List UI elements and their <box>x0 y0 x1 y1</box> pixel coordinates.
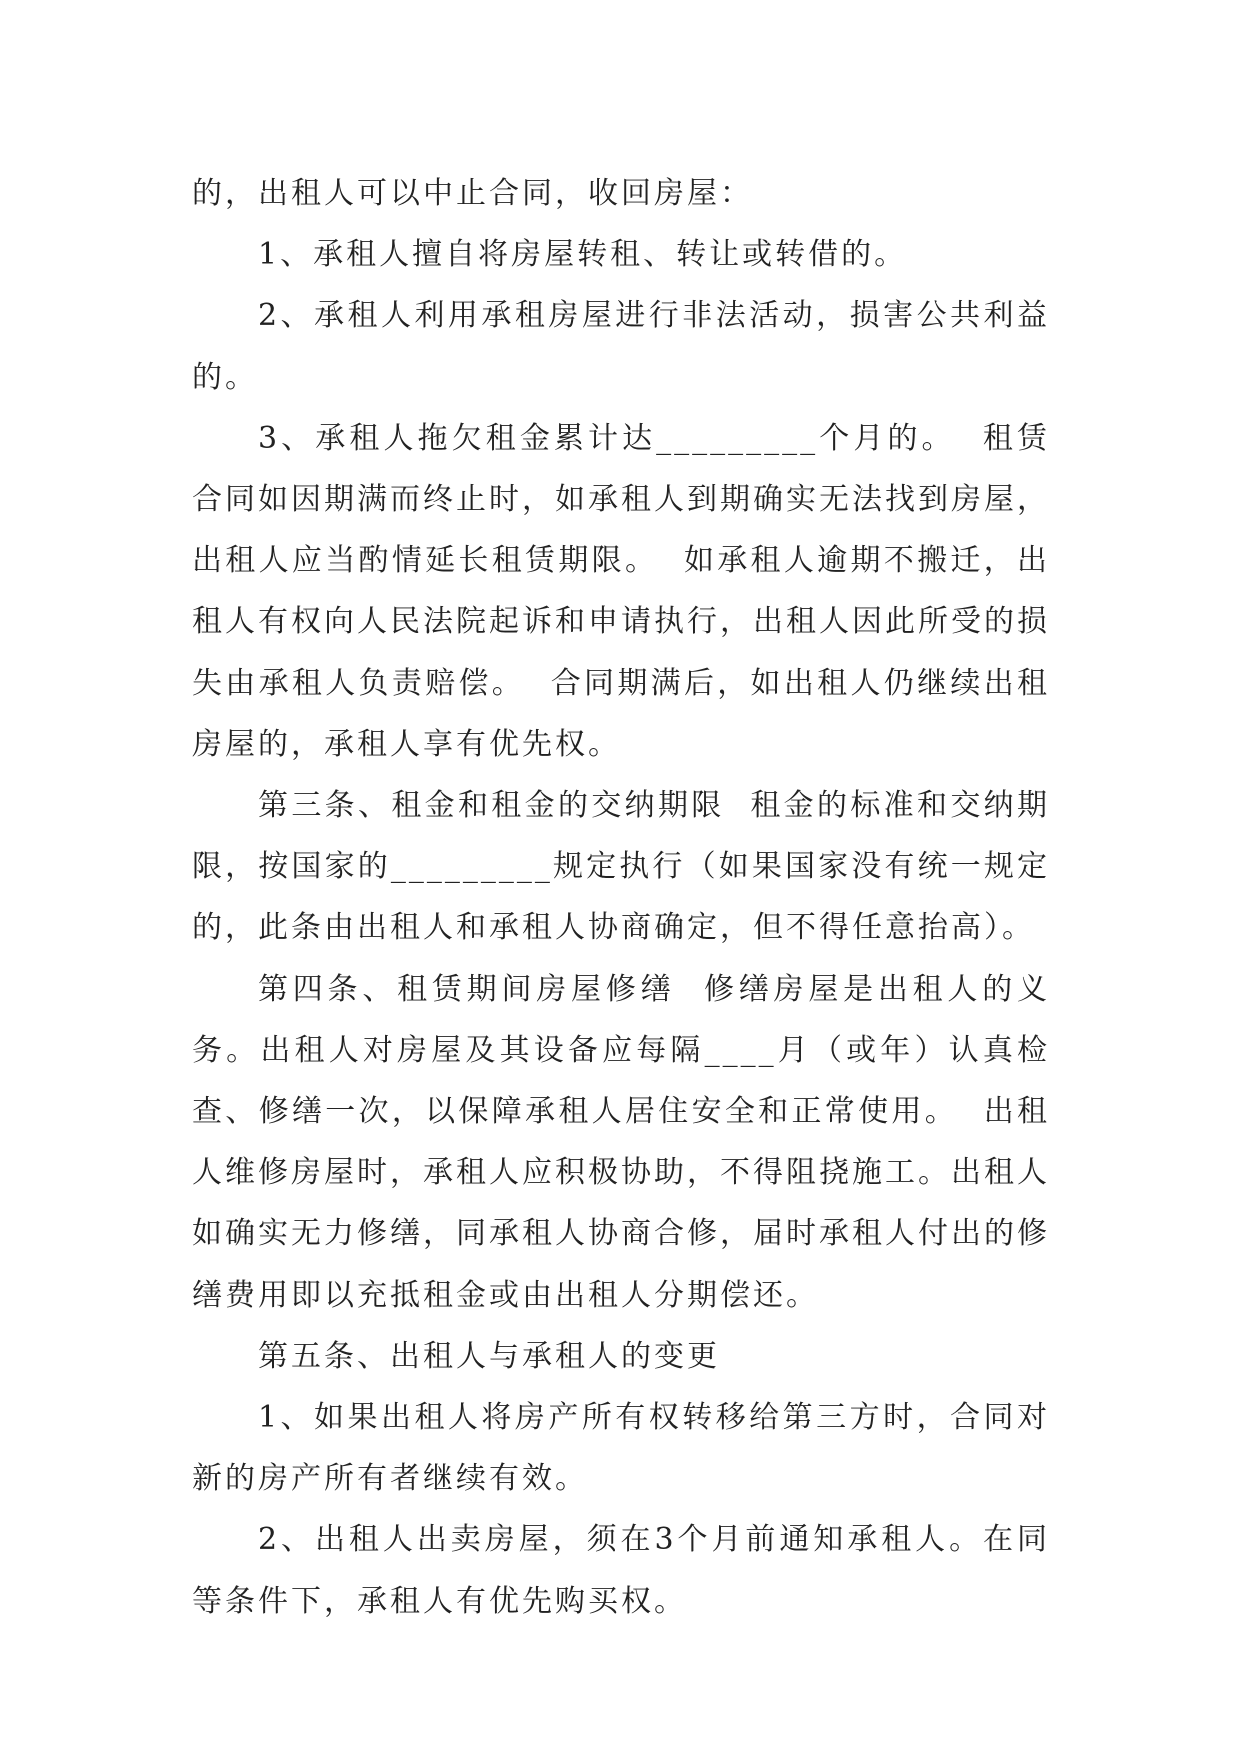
paragraph-article-four-repairs: 第四条、租赁期间房屋修缮 修缮房屋是出租人的义务。出租人对房屋及其设备应每隔____月（或年）认真检查、修缮一次，以保障承租人居住安全和正常使用。 出租人维修房屋时，承租人应积极协助，不得阻挠施工。出租人如确实无力修缮，同承租人协商合修，届时承租人付出的修缮费用即以充抵租金或由出租人分期偿还。 <box>192 971 1050 1313</box>
paragraph-clause-sublet: 1、承租人擅自将房屋转租、转让或转借的。 <box>258 237 908 273</box>
paragraph-article-five-heading: 第五条、出租人与承租人的变更 <box>258 1338 720 1374</box>
paragraph-article-five-item-two: 2、出租人出卖房屋，须在3个月前通知承租人。在同等条件下，承租人有优先购买权。 <box>192 1522 1050 1619</box>
paragraph-article-five-item-one: 1、如果出租人将房产所有权转移给第三方时，合同对新的房产所有者继续有效。 <box>192 1400 1050 1497</box>
paragraph-clause-illegal-use: 2、承租人利用承租房屋进行非法活动，损害公共利益的。 <box>192 298 1050 395</box>
paragraph-clause-rent-arrears: 3、承租人拖欠租金累计达_________个月的。 租赁合同如因期满而终止时，如承租人到期确实无法找到房屋，出租人应当酌情延长租赁期限。 如承租人逾期不搬迁，出租人有权向人民法院起诉和申请执行，出租人因此所受的损失由承租人负责赔偿。 合同期满后，如出租人仍继续出租房屋的，承租人享有优先权。 <box>192 420 1050 762</box>
document-body <box>192 163 1050 1632</box>
paragraph-article-three-rent: 第三条、租金和租金的交纳期限 租金的标准和交纳期限，按国家的_________规定执行（如果国家没有统一规定的，此条由出租人和承租人协商确定，但不得任意抬高）。 <box>192 788 1050 946</box>
paragraph-termination-intro: 的，出租人可以中止合同，收回房屋： <box>192 176 753 211</box>
